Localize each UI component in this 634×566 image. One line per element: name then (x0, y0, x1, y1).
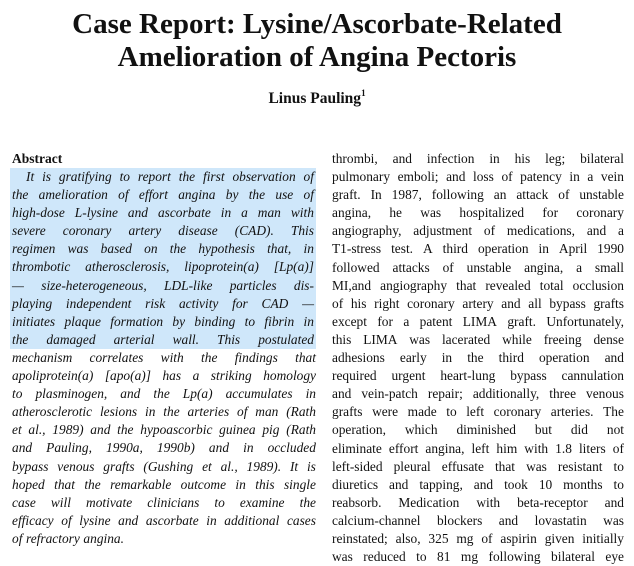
body-text-line: angiography, adjustment of medications, and a (332, 223, 624, 239)
body-text-line: T1-stress test. A third operation in April 1990 (332, 241, 624, 257)
abstract-text-line: and Pauling, 1990a, 1990b) and in occluded (12, 440, 316, 456)
body-text-line: thrombi, and infection in his leg; bilateral (332, 151, 624, 166)
abstract-text-line: hoped that the remarkable outcome in this single (12, 476, 316, 492)
body-text-line: angina, he was hospitalized for coronary (332, 205, 624, 221)
abstract-text-line: high-dose L-lysine and ascorbate in a man with (10, 204, 316, 222)
abstract-text-line: thrombotic atherosclerosis, lipoprotein(a) [Lp(a)] (10, 258, 316, 276)
abstract-column[interactable] (12, 168, 316, 548)
body-text-line: required urgent heart-lung bypass cannulation (332, 368, 624, 384)
body-text-line: diuretics and tapping, and took 10 months to (332, 476, 624, 492)
abstract-text-line: of refractory angina. (12, 530, 124, 546)
abstract-text-line: — size-heterogeneous, LDL-like particles dis- (10, 277, 316, 295)
article-title (0, 8, 634, 74)
body-text-line: except for a patent LIMA graft. Unfortunately, (332, 313, 624, 329)
abstract-text-line: atherosclerotic lesions in the arteries of man (Rath (12, 404, 316, 420)
abstract-text-line: efficacy of lysine and ascorbate in additional cases (12, 512, 316, 528)
abstract-text-line: initiates plaque formation by binding to fibrin in (10, 313, 316, 331)
abstract-text-line: the damaged arterial wall. This postulated (10, 331, 316, 349)
abstract-text-line: mechanism correlates with the findings that (12, 349, 316, 365)
body-text-line: graft. In 1987, following an attack of unstable (332, 187, 624, 203)
body-text-line: pulmonary emboli; and loss of patency in a vein (332, 169, 624, 185)
abstract-text-line: regimen was based on the hypothesis that, in (10, 240, 316, 258)
body-text-line: reinstated; also, 325 mg of aspirin given initially (332, 530, 624, 546)
body-text-line: followed attacks of unstable angina, a small (332, 259, 624, 275)
abstract-heading: Abstract (12, 151, 63, 166)
abstract-text-line: to plasminogen, and the Lp(a) accumulates in (12, 386, 316, 402)
body-text-line: left-sided pleural effusate that was resistant to (332, 458, 624, 474)
body-text-line: eliminate effort angina, left him with 1.8 liters of (332, 440, 624, 456)
body-text-line: adhesions early in the third operation and (332, 350, 624, 366)
body-text-line: MI,and angiography that revealed total occlusion (332, 277, 624, 293)
abstract-text-line: the amelioration of effort angina by the use of (10, 186, 316, 204)
abstract-text-line: severe coronary artery disease (CAD). This (10, 222, 316, 240)
body-text-line: reabsorb. Medication with beta-receptor and (332, 494, 624, 510)
author-line (0, 89, 634, 109)
body-text-line: operation, which diminished but did not (332, 422, 624, 438)
abstract-text-line: et al., 1989) and the hypoascorbic guinea pig (Rath (12, 422, 316, 438)
body-text-line: was reduced to 81 mg following bilateral eye (332, 549, 624, 565)
abstract-text-line: playing independent risk activity for CAD — (10, 295, 316, 313)
body-text-line: calcium-channel blockers and lovastatin was (332, 512, 624, 528)
abstract-text-line: bypass venous grafts (Gushing et al., 1989). It is (12, 458, 316, 474)
title-line-1: Case Report: Lysine/Ascorbate-Related (72, 8, 562, 40)
abstract-text-line: case will motivate clinicians to examine the (12, 494, 316, 510)
body-column-right[interactable] (332, 150, 624, 566)
body-text-line: of his right coronary artery and all bypass grafts (332, 295, 624, 311)
author-name: Linus Pauling (268, 90, 362, 107)
body-text-line: and vein-patch repair; additionally, three venous (332, 386, 624, 402)
abstract-text-line: apoliprotein(a) [apo(a)] has a striking homology (12, 368, 316, 384)
author-footnote-mark: 1 (361, 88, 366, 98)
abstract-text-line: It is gratifying to report the first observation of (10, 168, 316, 186)
title-line-2: Amelioration of Angina Pectoris (117, 41, 517, 73)
body-text-line: this LIMA was lacerated while freeing dense (332, 331, 624, 347)
page-bottom-edge (0, 526, 634, 532)
body-text-line: grafts were made to left coronary arteries. The (332, 404, 624, 420)
